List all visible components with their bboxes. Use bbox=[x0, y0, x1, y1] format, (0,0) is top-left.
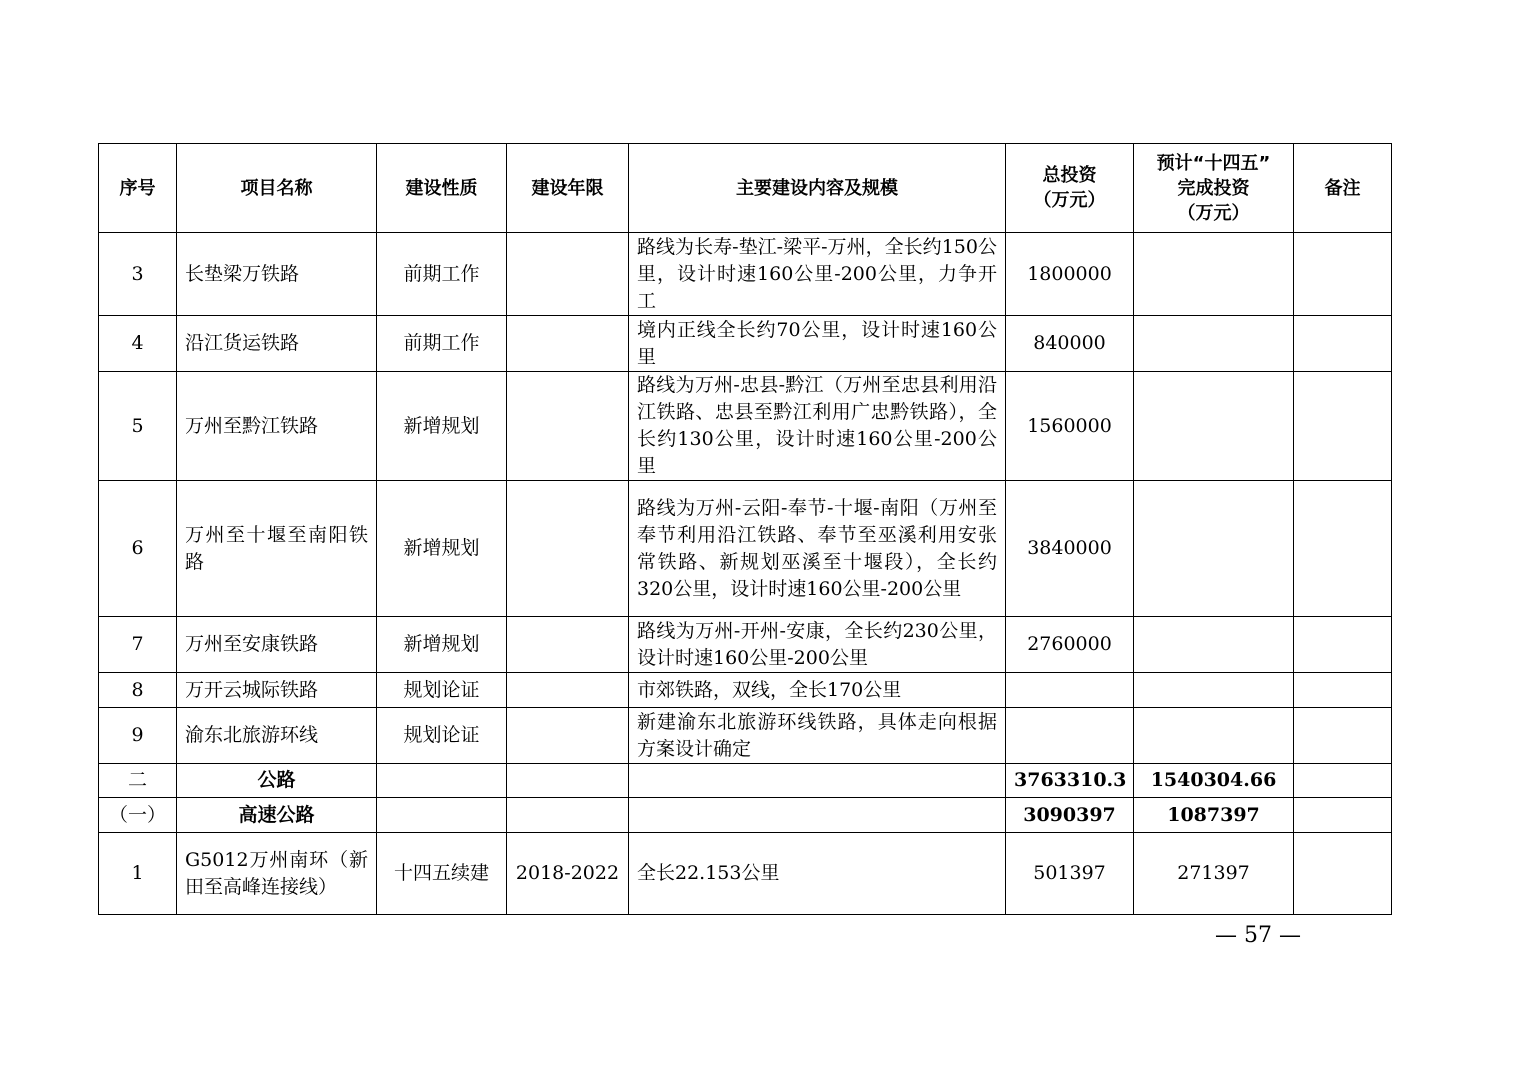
section-content bbox=[629, 798, 1006, 833]
section-nature bbox=[377, 798, 507, 833]
header-seq: 序号 bbox=[99, 144, 177, 233]
header-content: 主要建设内容及规模 bbox=[629, 144, 1006, 233]
cell-note bbox=[1294, 481, 1392, 617]
cell-name: 渝东北旅游环线 bbox=[177, 708, 377, 764]
cell-note bbox=[1294, 673, 1392, 708]
cell-done bbox=[1134, 617, 1294, 673]
cell-years bbox=[507, 708, 629, 764]
cell-years bbox=[507, 233, 629, 316]
cell-content: 全长22.153公里 bbox=[629, 833, 1006, 915]
page-number: — 57 — bbox=[1215, 923, 1301, 948]
cell-note bbox=[1294, 372, 1392, 481]
header-nature: 建设性质 bbox=[377, 144, 507, 233]
section-name: 公路 bbox=[177, 764, 377, 798]
cell-name: G5012万州南环（新田至高峰连接线） bbox=[177, 833, 377, 915]
cell-name: 沿江货运铁路 bbox=[177, 316, 377, 372]
section-row-road bbox=[99, 764, 1392, 798]
cell-total: 1800000 bbox=[1006, 233, 1134, 316]
cell-content: 路线为长寿-垫江-梁平-万州，全长约150公里，设计时速160公里-200公里，力争开工 bbox=[629, 233, 1006, 316]
cell-total: 2760000 bbox=[1006, 617, 1134, 673]
section-row-highway bbox=[99, 798, 1392, 833]
section-done: 1087397 bbox=[1134, 798, 1294, 833]
section-done: 1540304.66 bbox=[1134, 764, 1294, 798]
cell-done bbox=[1134, 233, 1294, 316]
table-row bbox=[99, 617, 1392, 673]
cell-seq: 8 bbox=[99, 673, 177, 708]
cell-content: 路线为万州-忠县-黔江（万州至忠县利用沿江铁路、忠县至黔江利用广忠黔铁路），全长约130公里，设计时速160公里-200公里 bbox=[629, 372, 1006, 481]
cell-total: 501397 bbox=[1006, 833, 1134, 915]
cell-total: 1560000 bbox=[1006, 372, 1134, 481]
cell-name: 万州至十堰至南阳铁路 bbox=[177, 481, 377, 617]
cell-done bbox=[1134, 708, 1294, 764]
cell-total: 840000 bbox=[1006, 316, 1134, 372]
cell-seq: 1 bbox=[99, 833, 177, 915]
cell-seq: 6 bbox=[99, 481, 177, 617]
cell-content: 路线为万州-开州-安康，全长约230公里，设计时速160公里-200公里 bbox=[629, 617, 1006, 673]
section-seq: （一） bbox=[99, 798, 177, 833]
cell-years bbox=[507, 481, 629, 617]
cell-done bbox=[1134, 372, 1294, 481]
cell-done bbox=[1134, 481, 1294, 617]
cell-note bbox=[1294, 316, 1392, 372]
cell-done: 271397 bbox=[1134, 833, 1294, 915]
table-row bbox=[99, 833, 1392, 915]
cell-seq: 9 bbox=[99, 708, 177, 764]
section-nature bbox=[377, 764, 507, 798]
header-total: 总投资 （万元） bbox=[1006, 144, 1134, 233]
cell-content: 市郊铁路，双线，全长170公里 bbox=[629, 673, 1006, 708]
header-years: 建设年限 bbox=[507, 144, 629, 233]
cell-name: 万开云城际铁路 bbox=[177, 673, 377, 708]
header-done: 预计“十四五” 完成投资 （万元） bbox=[1134, 144, 1294, 233]
header-note: 备注 bbox=[1294, 144, 1392, 233]
cell-years: 2018-2022 bbox=[507, 833, 629, 915]
cell-nature: 新增规划 bbox=[377, 372, 507, 481]
cell-nature: 十四五续建 bbox=[377, 833, 507, 915]
section-seq: 二 bbox=[99, 764, 177, 798]
project-table bbox=[98, 143, 1392, 915]
cell-content: 路线为万州-云阳-奉节-十堰-南阳（万州至奉节利用沿江铁路、奉节至巫溪利用安张常铁路、新规划巫溪至十堰段），全长约320公里，设计时速160公里-200公里 bbox=[629, 481, 1006, 617]
cell-name: 万州至黔江铁路 bbox=[177, 372, 377, 481]
section-note bbox=[1294, 764, 1392, 798]
section-name: 高速公路 bbox=[177, 798, 377, 833]
cell-note bbox=[1294, 708, 1392, 764]
cell-seq: 3 bbox=[99, 233, 177, 316]
header-row bbox=[99, 144, 1392, 233]
table-row bbox=[99, 708, 1392, 764]
cell-nature: 规划论证 bbox=[377, 673, 507, 708]
header-name: 项目名称 bbox=[177, 144, 377, 233]
cell-note bbox=[1294, 233, 1392, 316]
cell-seq: 4 bbox=[99, 316, 177, 372]
table-row bbox=[99, 481, 1392, 617]
cell-nature: 新增规划 bbox=[377, 481, 507, 617]
table-row bbox=[99, 673, 1392, 708]
cell-years bbox=[507, 617, 629, 673]
cell-done bbox=[1134, 316, 1294, 372]
cell-years bbox=[507, 372, 629, 481]
cell-nature: 前期工作 bbox=[377, 233, 507, 316]
section-total: 3090397 bbox=[1006, 798, 1134, 833]
cell-years bbox=[507, 316, 629, 372]
table-row bbox=[99, 233, 1392, 316]
cell-content: 新建渝东北旅游环线铁路，具体走向根据方案设计确定 bbox=[629, 708, 1006, 764]
cell-total bbox=[1006, 673, 1134, 708]
cell-note bbox=[1294, 833, 1392, 915]
section-years bbox=[507, 764, 629, 798]
cell-total bbox=[1006, 708, 1134, 764]
cell-name: 万州至安康铁路 bbox=[177, 617, 377, 673]
cell-note bbox=[1294, 617, 1392, 673]
cell-nature: 新增规划 bbox=[377, 617, 507, 673]
cell-seq: 5 bbox=[99, 372, 177, 481]
cell-name: 长垫梁万铁路 bbox=[177, 233, 377, 316]
table-row bbox=[99, 316, 1392, 372]
cell-done bbox=[1134, 673, 1294, 708]
cell-seq: 7 bbox=[99, 617, 177, 673]
section-note bbox=[1294, 798, 1392, 833]
cell-years bbox=[507, 673, 629, 708]
table-row bbox=[99, 372, 1392, 481]
cell-nature: 规划论证 bbox=[377, 708, 507, 764]
section-content bbox=[629, 764, 1006, 798]
cell-nature: 前期工作 bbox=[377, 316, 507, 372]
cell-content: 境内正线全长约70公里，设计时速160公里 bbox=[629, 316, 1006, 372]
section-total: 3763310.3 bbox=[1006, 764, 1134, 798]
section-years bbox=[507, 798, 629, 833]
cell-total: 3840000 bbox=[1006, 481, 1134, 617]
